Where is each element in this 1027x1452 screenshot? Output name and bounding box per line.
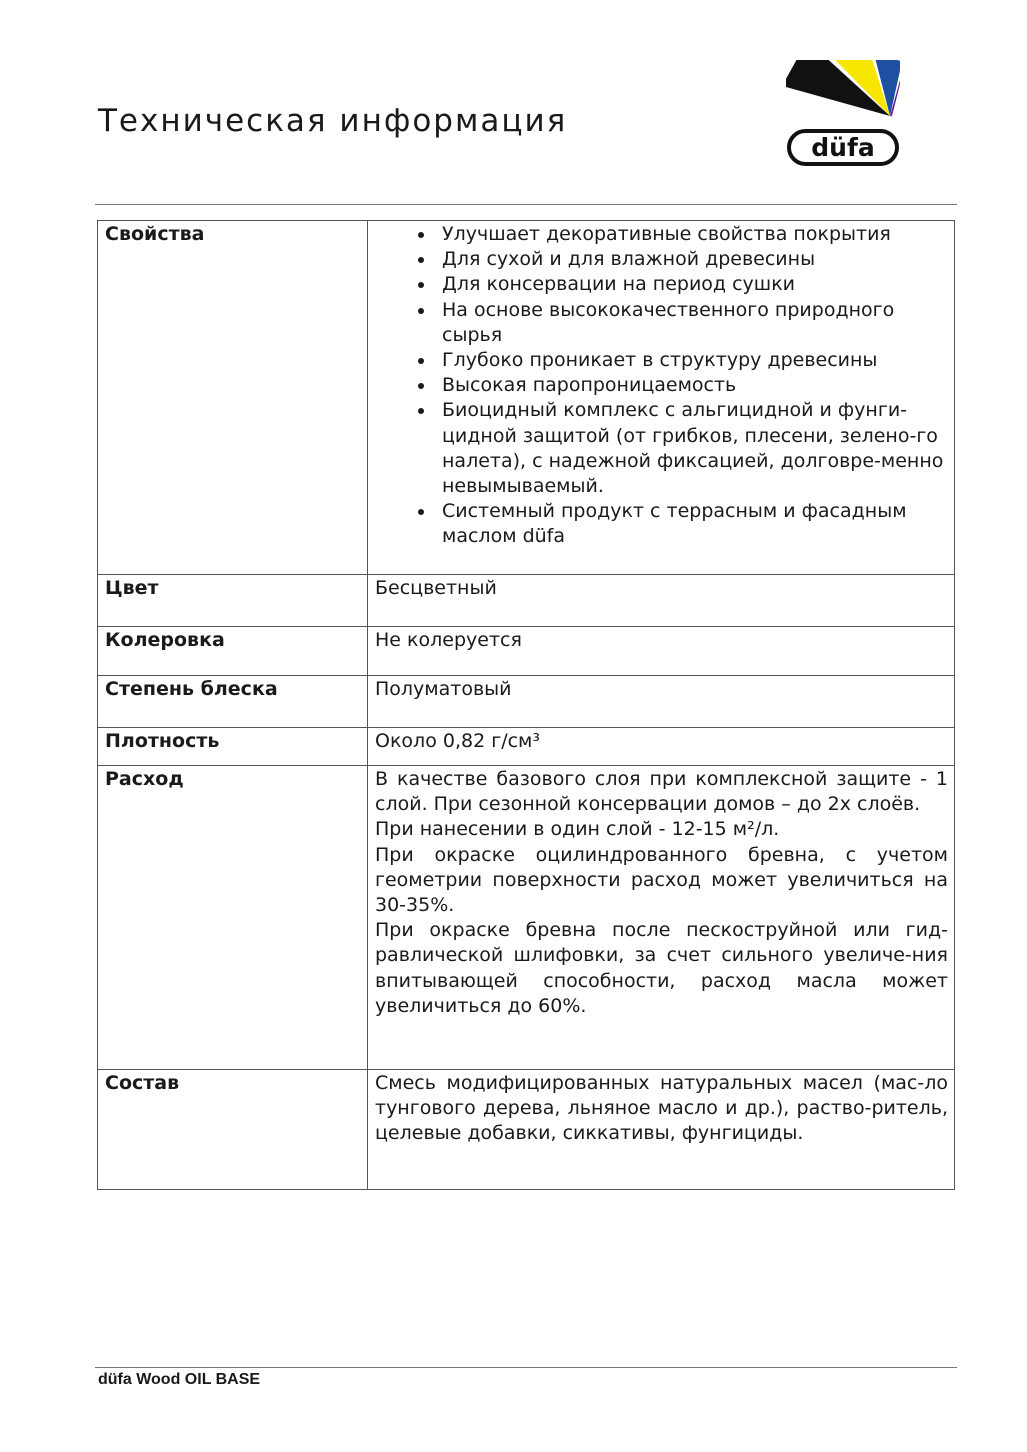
consumption-paragraph: При нанесении в один слой - 12-15 м²/л. bbox=[375, 818, 780, 841]
spec-table bbox=[97, 220, 955, 1190]
properties-list bbox=[375, 222, 948, 550]
footer-divider bbox=[95, 1367, 957, 1368]
consumption-paragraph: При окраске бревна после пескоструйной или гид-равлической шлифовки, за счет сильного увеличе-ния впитывающей способности, расход масла может увеличиться до 60%. bbox=[375, 919, 948, 1017]
row-label-gloss: Степень блеска bbox=[98, 676, 368, 728]
table-row bbox=[98, 221, 955, 575]
row-label-properties: Свойства bbox=[98, 221, 368, 575]
row-value-composition: Смесь модифицированных натуральных масел (мас-ло тунгового дерева, льняное масло и др.), раство-ритель, целевые добавки, сиккативы, фунгициды. bbox=[368, 1070, 955, 1190]
row-label-composition: Состав bbox=[98, 1070, 368, 1190]
consumption-paragraph: В качестве базового слоя при комплексной защите - 1 слой. При сезонной консервации домов – до 2х слоёв. bbox=[375, 768, 948, 816]
table-row bbox=[98, 728, 955, 766]
table-row bbox=[98, 1070, 955, 1190]
list-item: • Глубоко проникает в структуру древесины bbox=[436, 348, 948, 373]
footer-product-name: düfa Wood OIL BASE bbox=[98, 1371, 261, 1388]
header-divider bbox=[95, 204, 957, 205]
row-label-density: Плотность bbox=[98, 728, 368, 766]
row-value-properties bbox=[368, 221, 955, 575]
dufa-logo bbox=[786, 60, 900, 168]
table-row bbox=[98, 627, 955, 676]
row-value-density: Около 0,82 г/см³ bbox=[368, 728, 955, 766]
row-value-tinting: Не колеруется bbox=[368, 627, 955, 676]
row-value-consumption bbox=[368, 766, 955, 1070]
list-item: • На основе высококачественного природного сырья bbox=[436, 298, 948, 348]
list-item: • Для сухой и для влажной древесины bbox=[436, 247, 948, 272]
consumption-paragraph: При окраске оцилиндрованного бревна, с учетом геометрии поверхности расход может увеличиться на 30-35%. bbox=[375, 843, 948, 917]
row-label-color: Цвет bbox=[98, 575, 368, 627]
table-row bbox=[98, 676, 955, 728]
row-label-consumption: Расход bbox=[98, 766, 368, 1070]
logo-wordmark: düfa bbox=[811, 133, 875, 162]
list-item: • Улучшает декоративные свойства покрытия bbox=[436, 222, 948, 247]
row-value-gloss: Полуматовый bbox=[368, 676, 955, 728]
page-title: Техническая информация bbox=[98, 103, 568, 139]
list-item: • Системный продукт с террасным и фасадным маслом düfa bbox=[436, 499, 948, 549]
table-row bbox=[98, 575, 955, 627]
row-label-tinting: Колеровка bbox=[98, 627, 368, 676]
table-row bbox=[98, 766, 955, 1070]
list-item: • Высокая паропроницаемость bbox=[436, 373, 948, 398]
list-item: • Для консервации на период сушки bbox=[436, 272, 948, 297]
list-item: • Биоцидный комплекс с альгицидной и фунги-цидной защитой (от грибков, плесени, зелено-го налета), с надежной фиксацией, долговре-менно невымываемый. bbox=[436, 398, 948, 499]
row-value-color: Бесцветный bbox=[368, 575, 955, 627]
